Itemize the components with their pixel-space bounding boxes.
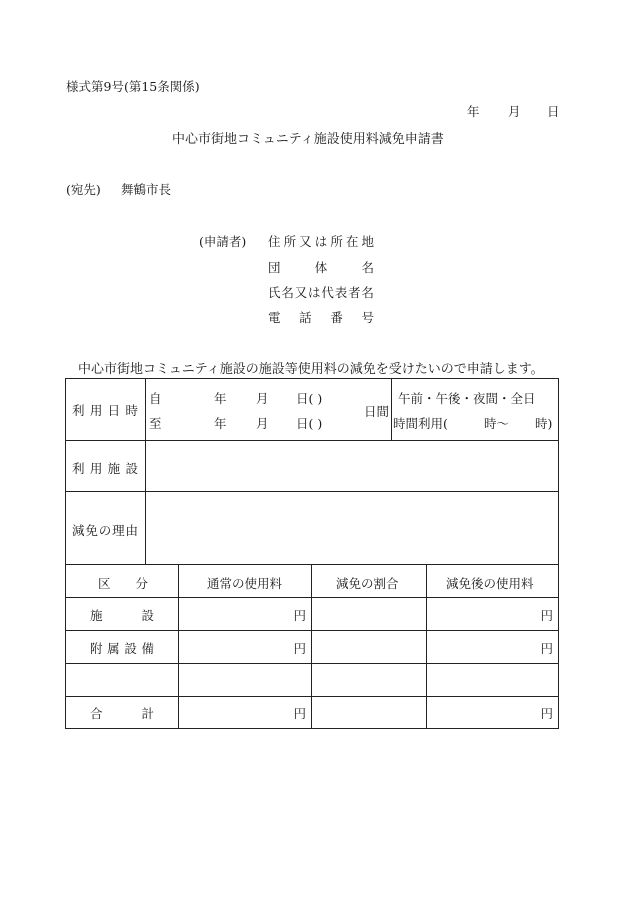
to-month: 月 <box>256 416 269 431</box>
statement: 中心市街地コミュニティ施設の施設等使用料の減免を受けたいので申請します。 <box>78 362 544 377</box>
fee-row-equipment-after-unit: 円 <box>540 641 553 656</box>
period-options: 午前・午後・夜間・全日 <box>398 391 536 406</box>
fee-header-rate: 減免の割合 <box>336 576 399 591</box>
fee-header-normal: 通常の使用料 <box>207 576 283 591</box>
days-label: 日間 <box>364 404 390 419</box>
hourly-label: 時間利用( <box>393 416 448 431</box>
usage-datetime-label: 利 用 日 時 <box>72 403 138 418</box>
form-number: 様式第9号(第15条関係) <box>66 79 200 94</box>
fee-row-facility-normal-unit: 円 <box>293 608 306 623</box>
applicant-field-phone: 電 話 番 号 <box>268 310 374 325</box>
fee-row-equipment-label: 附 属 設 備 <box>90 641 154 656</box>
applicant-field-name: 氏 名 又 は 代 表 者 名 <box>268 285 374 300</box>
addressee-name: 舞鶴市長 <box>121 182 172 197</box>
fee-row-facility-after-unit: 円 <box>540 608 553 623</box>
fee-row-total-after-unit: 円 <box>540 706 553 721</box>
addressee-label: (宛先) <box>66 182 101 197</box>
fee-header-category: 区 分 <box>98 576 148 591</box>
reason-label: 減 免 の 理 由 <box>72 523 138 538</box>
to-year: 年 <box>214 416 227 431</box>
fee-header-after: 減免後の使用料 <box>446 576 534 591</box>
date-day: 日 <box>547 104 560 119</box>
from-year: 年 <box>214 391 227 406</box>
facility-label: 利 用 施 設 <box>72 461 138 476</box>
fee-row-equipment-normal-unit: 円 <box>293 641 306 656</box>
hourly-from: 時〜 <box>484 416 510 431</box>
applicant-field-address: 住 所 又 は 所 在 地 <box>268 234 374 249</box>
fee-row-facility-label: 施 設 <box>90 608 154 623</box>
from-day: 日( ) <box>296 391 323 406</box>
from-label: 自 <box>149 391 162 406</box>
date-month: 月 <box>508 104 521 119</box>
to-day: 日( ) <box>296 416 323 431</box>
applicant-field-group: 団 体 名 <box>268 260 374 275</box>
hourly-to: 時) <box>535 416 553 431</box>
fee-row-total-normal-unit: 円 <box>293 706 306 721</box>
applicant-label: (申請者) <box>199 234 247 249</box>
fee-row-total-label: 合 計 <box>90 706 154 721</box>
from-month: 月 <box>256 391 269 406</box>
to-label: 至 <box>149 416 162 431</box>
page-title: 中心市街地コミュニティ施設使用料減免申請書 <box>172 132 444 147</box>
date-year: 年 <box>467 104 480 119</box>
